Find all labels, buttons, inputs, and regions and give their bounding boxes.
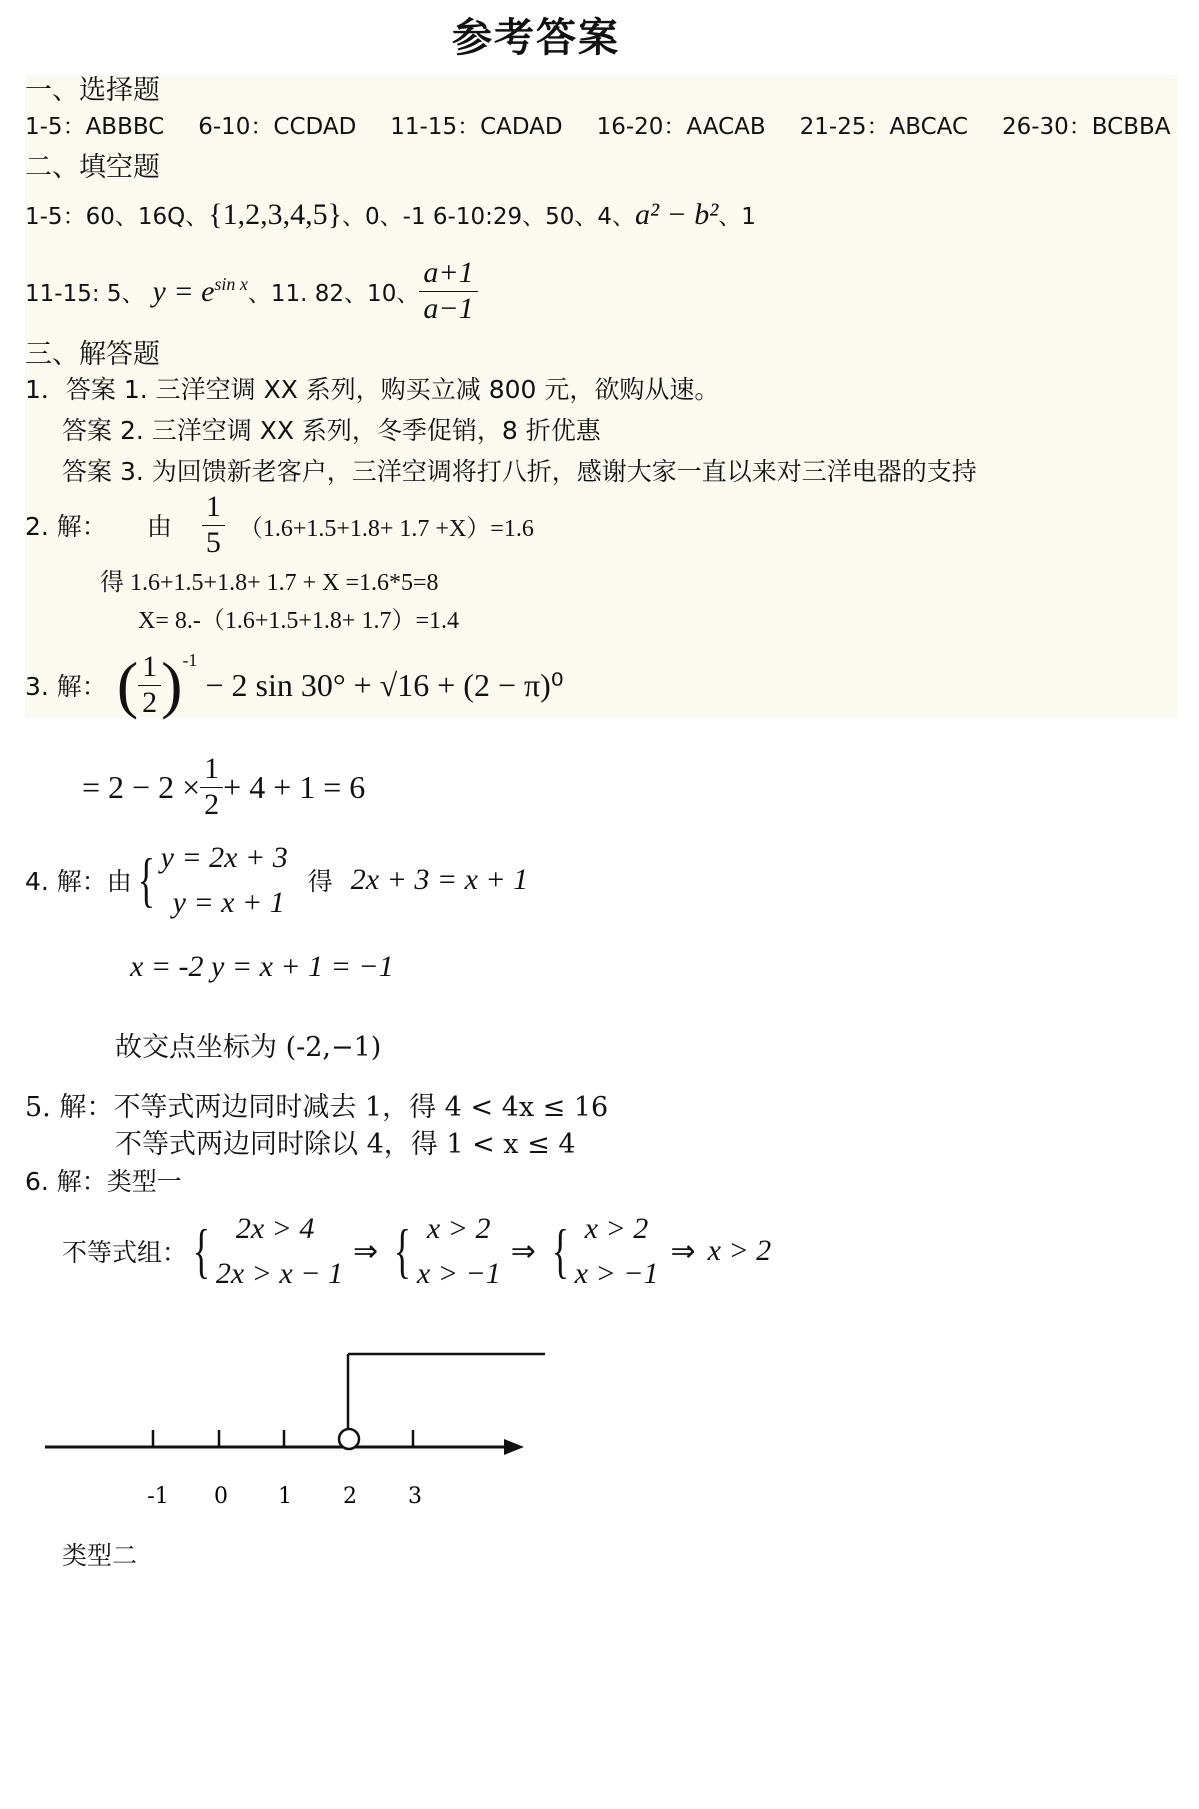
q6-system-1: [216, 1206, 343, 1296]
choice-answer-4: 16-20：AACAB: [596, 114, 766, 140]
fill-row1-expr: a² − b²: [635, 198, 719, 231]
fraction-numerator: 1: [138, 650, 161, 686]
fraction-denominator: 5: [205, 525, 221, 559]
fraction-numerator: a+1: [419, 256, 477, 292]
q4-system: [161, 835, 288, 925]
q6-brace-3: {: [551, 1218, 569, 1284]
fill-row1-part-a: 1-5：60、16Q、: [25, 204, 209, 230]
number-line-diagram: [0, 1330, 620, 1530]
q2-by: 由: [146, 512, 172, 541]
q2-equation: （1.6+1.5+1.8+ 1.7 +X）=1.6: [238, 515, 534, 542]
choice-answer-6: 26-30：BCBBA: [1001, 114, 1171, 140]
q6-system-2: [417, 1206, 501, 1296]
q4-equation: 2x + 3 = x + 1: [350, 863, 529, 896]
choice-answers: [25, 108, 1171, 141]
q1-answer-3: 答案 3. 为回馈新老客户，三洋空调将打八折，感谢大家一直以来对三洋电器的支持: [62, 457, 977, 486]
q3-exponent: -1: [182, 650, 198, 670]
q3-line-2-fraction: [200, 752, 223, 822]
q2-line-1: [25, 490, 534, 560]
implies-arrow-1: ⇒: [352, 1234, 379, 1268]
fraction-numerator: 1: [202, 490, 225, 526]
choice-answer-1: 1-5：ABBBC: [25, 114, 165, 140]
fraction-denominator: 2: [204, 787, 220, 821]
fill-row2-expr-exp: sin x: [214, 273, 248, 294]
fill-answers-row-1: [25, 198, 756, 232]
implies-arrow-3: ⇒: [670, 1234, 696, 1268]
choice-answer-5: 21-25：ABCAC: [799, 114, 969, 140]
q2-label: 2. 解：: [25, 512, 107, 541]
fill-answers-row-2: [25, 256, 478, 326]
fill-row2-expr-base: y = e: [152, 274, 215, 308]
q6-system-3-eq1: x > 2: [584, 1212, 649, 1245]
choice-answer-3: 11-15：CADAD: [390, 114, 563, 140]
tick-label: -1: [147, 1484, 169, 1509]
tick-label: 2: [343, 1484, 357, 1509]
q6-system-2-eq1: x > 2: [426, 1212, 491, 1245]
q6-system-1-eq1: 2x > 4: [235, 1212, 315, 1245]
q6-type-2: 类型二: [62, 1541, 138, 1570]
q3-left-paren: (: [116, 649, 139, 720]
fill-row2-part-b: 、11. 82、10、: [247, 280, 420, 307]
q3-line-2-a: = 2 − 2 ×: [82, 768, 201, 805]
open-point: [339, 1429, 359, 1449]
q4-line-3: 故交点坐标为 (-2,−1): [115, 1032, 382, 1063]
choice-answer-2: 6-10：CCDAD: [198, 114, 357, 140]
q3-right-paren: ): [161, 649, 183, 720]
q6-system-1-eq2: 2x > x − 1: [215, 1257, 343, 1290]
q4-brace: {: [137, 847, 155, 913]
section-heading-solution: 三、解答题: [25, 339, 160, 370]
q6-prefix: 不等式组：: [62, 1238, 188, 1267]
fill-row1-part-b: 、0、-1 6-10:29、50、4、: [342, 204, 636, 230]
tick-label: 1: [278, 1484, 292, 1509]
q4-get: 得: [307, 867, 333, 896]
q3-line-1: [25, 650, 564, 720]
q2-line-2: 得 1.6+1.5+1.8+ 1.7 + X =1.6*5=8: [100, 570, 439, 596]
q4-system-eq1: y = 2x + 3: [160, 841, 288, 874]
q3-label: 3. 解：: [25, 672, 107, 701]
q6-inequality-chain: [62, 1206, 771, 1296]
q4-line-1: [25, 835, 528, 925]
q1-answer-2: 答案 2. 三洋空调 XX 系列，冬季促销，8 折优惠: [62, 416, 601, 445]
section-heading-fill: 二、填空题: [25, 152, 160, 183]
tick-label: 0: [214, 1484, 228, 1509]
q6-brace-2: {: [393, 1218, 412, 1284]
q5-line-2: 不等式两边同时除以 4，得 1 < x ≤ 4: [115, 1129, 576, 1160]
section-heading-choice: 一、选择题: [25, 75, 160, 106]
fill-row2-expr: [153, 274, 248, 309]
fraction-denominator: a−1: [423, 291, 474, 325]
implies-arrow-2: ⇒: [510, 1234, 536, 1268]
q3-half-fraction: [138, 650, 161, 720]
fill-row2-part-a: 11-15: 5、: [25, 280, 145, 307]
fraction-numerator: 1: [200, 752, 223, 788]
q2-line-3: X= 8.-（1.6+1.5+1.8+ 1.7）=1.4: [138, 608, 459, 634]
q2-fraction: [202, 490, 225, 560]
axis-arrowhead: [504, 1439, 524, 1455]
fill-row2-fraction: [419, 256, 477, 326]
tick-label: 3: [408, 1484, 422, 1509]
q6-brace-1: {: [192, 1218, 211, 1284]
q4-line-2: x = -2 y = x + 1 = −1: [130, 950, 394, 983]
fill-row1-part-c: 、1: [718, 204, 756, 230]
q4-label: 4. 解：由: [25, 867, 132, 896]
fill-row1-set: {1,2,3,4,5}: [208, 198, 343, 231]
q6-system-2-eq2: x > −1: [416, 1257, 501, 1290]
q4-system-eq2: y = x + 1: [172, 886, 285, 919]
q3-expression: − 2 sin 30° + √16 + (2 − π)⁰: [205, 667, 564, 703]
page-title: 参考答案: [452, 15, 620, 61]
q6-system-3: [575, 1206, 659, 1296]
fraction-denominator: 2: [142, 685, 158, 719]
q6-result: x > 2: [707, 1234, 772, 1267]
q5-line-1: 5. 解：不等式两边同时减去 1，得 4 < 4x ≤ 16: [25, 1092, 609, 1123]
q6-label: 6. 解：类型一: [25, 1167, 182, 1196]
q3-line-2: [82, 752, 365, 822]
q6-system-3-eq2: x > −1: [574, 1257, 659, 1290]
q3-line-2-b: + 4 + 1 = 6: [223, 768, 366, 805]
q1-answer-1: 1．答案 1. 三洋空调 XX 系列，购买立减 800 元，欲购从速。: [25, 375, 720, 404]
